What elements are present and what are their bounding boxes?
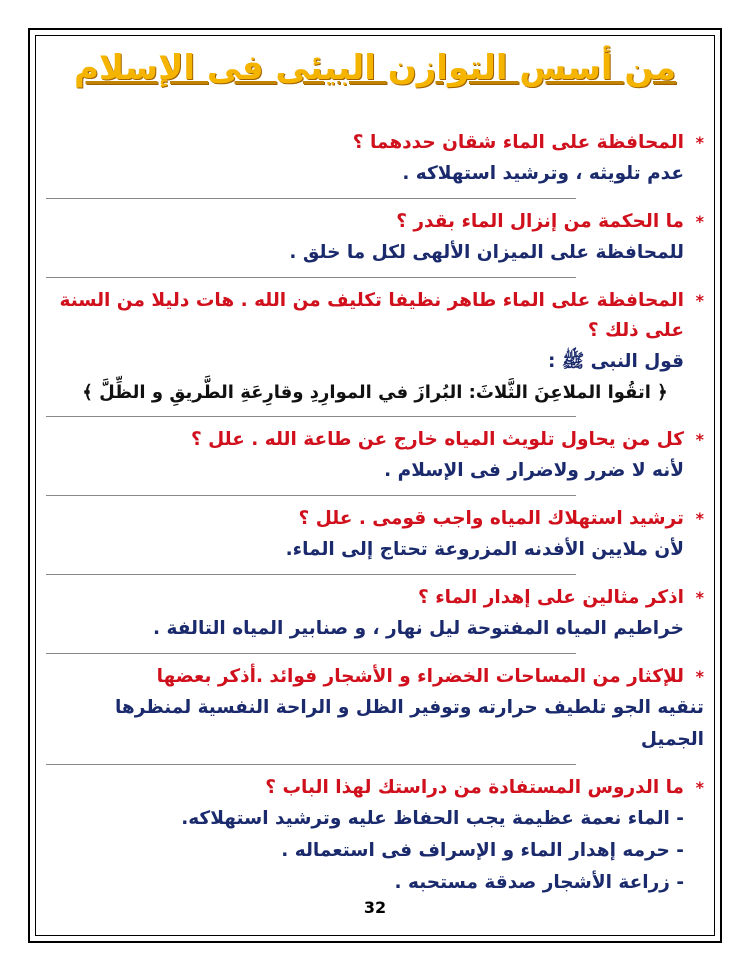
page-number: 32 xyxy=(363,898,387,917)
divider xyxy=(46,764,576,765)
qa-section-7 xyxy=(46,662,704,756)
question-8: * ما الدروس المستفادة من دراستك لهذا الباب ؟ xyxy=(46,773,704,803)
answer-4: لأنه لا ضرر ولاضرار فى الإسلام . xyxy=(384,460,684,481)
answer-5: لأن ملايين الأفدنه المزروعة تحتاج إلى الماء. xyxy=(285,539,684,560)
question-4: * كل من يحاول تلويث المياه خارج عن طاعة الله . علل ؟ xyxy=(46,425,704,455)
qa-section-4 xyxy=(46,425,704,487)
asterisk-icon: * xyxy=(695,212,704,231)
lesson-1: - الماء نعمة عظيمة يجب الحفاظ عليه وترشيد استهلاكه. xyxy=(181,808,684,829)
lesson-3: - زراعة الأشجار صدقة مستحبه . xyxy=(394,872,684,893)
answer-3: قول النبى ﷺ : xyxy=(548,351,684,372)
question-5: * ترشيد استهلاك المياه واجب قومى . علل ؟ xyxy=(46,504,704,534)
answer-1: عدم تلويثه ، وترشيد استهلاكه . xyxy=(402,163,684,184)
question-2: * ما الحكمة من إنزال الماء بقدر ؟ xyxy=(46,207,704,237)
divider xyxy=(46,653,576,654)
divider xyxy=(46,495,576,496)
qa-section-8 xyxy=(46,773,704,899)
question-6: * اذكر مثالين على إهدار الماء ؟ xyxy=(46,583,704,613)
asterisk-icon: * xyxy=(695,133,704,152)
answer-6: خراطيم المياه المفتوحة ليل نهار ، و صنابير المياه التالفة . xyxy=(153,618,684,639)
qa-section-6 xyxy=(46,583,704,645)
qa-list xyxy=(46,128,704,899)
asterisk-icon: * xyxy=(695,509,704,528)
lesson-2: - حرمه إهدار الماء و الإسراف فى استعماله . xyxy=(281,840,684,861)
qa-section-3 xyxy=(46,286,704,408)
hadith-quote: ﴿ اتقُوا الملاعِنَ الثَّلاثَ: البُرازَ في الموارِدِ وقارِعَةِ الطَّريقِ و الظِّلَّ ﴾ xyxy=(82,382,668,403)
asterisk-icon: * xyxy=(695,588,704,607)
qa-section-1 xyxy=(46,128,704,190)
question-7: * للإكثار من المساحات الخضراء و الأشجار فوائد .أذكر بعضها xyxy=(46,662,704,692)
qa-section-5 xyxy=(46,504,704,566)
asterisk-icon: * xyxy=(695,430,704,449)
asterisk-icon: * xyxy=(695,291,704,310)
asterisk-icon: * xyxy=(695,778,704,797)
answer-7: تنقيه الجو تلطيف حرارته وتوفير الظل و الراحة النفسية لمنظرها الجميل xyxy=(114,697,704,750)
qa-section-2 xyxy=(46,207,704,269)
divider xyxy=(46,574,576,575)
divider xyxy=(46,277,576,278)
page-title: من أسس التوازن البيئى فى الإسلام xyxy=(73,48,677,88)
divider xyxy=(46,198,576,199)
question-3: * المحافظة على الماء طاهر نظيفا تكليف من الله . هات دليلا من السنة على ذلك ؟ xyxy=(46,286,704,346)
divider xyxy=(46,416,576,417)
question-1: * المحافظة على الماء شقان حددهما ؟ xyxy=(46,128,704,158)
asterisk-icon: * xyxy=(695,667,704,686)
answer-2: للمحافظة على الميزان الألهى لكل ما خلق . xyxy=(289,242,684,263)
